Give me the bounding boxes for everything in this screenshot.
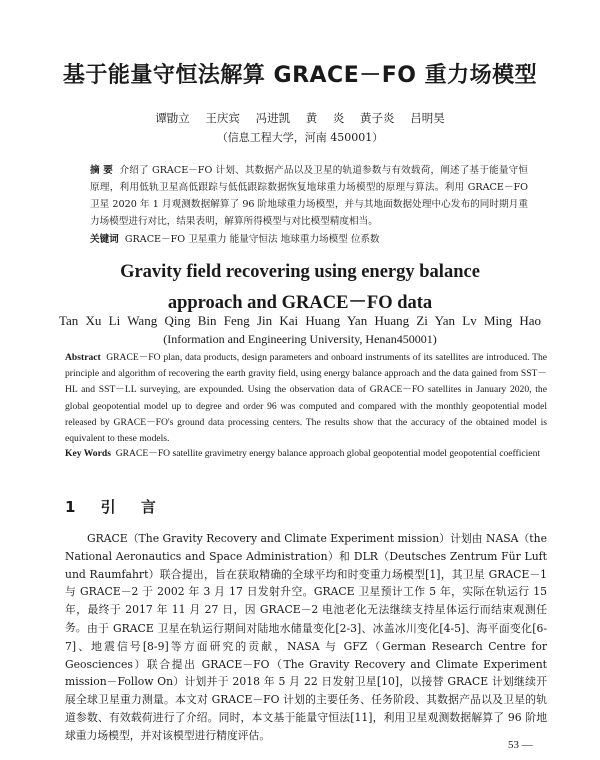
english-keywords-label: Key Words bbox=[65, 448, 111, 459]
chinese-keywords-text: GRACE－FO 卫星重力 能量守恒法 地球重力场模型 位系数 bbox=[124, 234, 380, 245]
chinese-abstract-label: 摘 要 bbox=[90, 165, 114, 176]
english-abstract-label: Abstract bbox=[65, 352, 101, 363]
english-authors: Tan Xu Li Wang Qing Bin Feng Jin Kai Huang Yan Huang Zi Yan Lv Ming Hao bbox=[58, 313, 542, 328]
body-paragraph-2: 由于 GRACE 卫星在轨运行期间对陆地水储量变化[2-3]、冰盖冰川变化[4-5]、海平面变化[6-7]、地震信号[8-9]等方面研究的贡献，NASA 与 GFZ（German Research Centre for Geosciences）联合提出 GRACE－FO（The Gravity Recovery and Climate Experiment mission－Follow On）计划并于 2018 年 5 月 22 日发射卫星[10]，以接替 GRACE 计划继续开展全球卫星重力测量。本文对 GRACE－FO 计划的主要任务、任务阶段、其数据产品以及卫星的轨道参数、有效载荷进行了介绍。同时，本文基于能量守恒法[11]，利用卫星观测数据解算了 96 阶地球重力场模型，并对该模型进行精度评估。 bbox=[65, 622, 547, 742]
english-keywords-text: GRACE－FO satellite gravimetry energy balance approach global geopotential model geopotential coefficient bbox=[115, 448, 541, 459]
chinese-authors: 谭勖立 王庆宾 冯进凯 黄 炎 黄子炎 吕明昊 bbox=[155, 111, 445, 125]
english-title-line2: approach and GRACE－FO data bbox=[167, 293, 433, 313]
body-paragraph-1: GRACE（The Gravity Recovery and Climate Experiment mission）计划由 NASA（the National Aeronautics and Space Administration）和 DLR（Deutsches Zentrum Für Luft und Raumfahrt）联合提出，旨在获取精确的全球平均和时变重力场模型[1]，其卫星 GRACE－1 与 GRACE－2 于 2002 年 3 月 17 日发射升空。GRACE 卫星预计工作 5 年，实际在轨运行 15 年，最终于 2017 年 11 月 27 日，因 GRACE－2 电池老化无法继续支持星体运行而结束观测任务。 bbox=[65, 532, 547, 634]
english-abstract bbox=[65, 350, 547, 447]
section-heading-introduction: 1 引 言 bbox=[65, 498, 166, 516]
english-keywords bbox=[65, 446, 547, 462]
chinese-keywords bbox=[90, 232, 528, 248]
chinese-abstract-text: 介绍了 GRACE－FO 计划、其数据产品以及卫星的轨道参数与有效载荷，阐述了基于能量守恒原理，利用低轨卫星高低跟踪与低低跟踪数据恢复地球重力场模型的原理与算法。利用 GRACE－FO 卫星 2020 年 1 月观测数据解算了 96 阶地球重力场模型，并与其地面数据处理中心发布的同时期月重力场模型进行对比，结果表明，解算所得模型与对比模型精度相当。 bbox=[90, 165, 528, 227]
english-abstract-text: GRACE－FO plan, data products, design parameters and onboard instruments of its satellites are introduced. The principle and algorithm of recovering the earth gravity field, using energy balance approach and the data gained from SST－HL and SST－LL surveying, are expounded. Using the observation data of GRACE－FO satellites in January 2020, the global geopotential model up to degree and order 96 was computed and compared with the monthly geopotential model released by GRACE－FO's ground data processing centers. The results show that the accuracy of the obtained model is equivalent to these models. bbox=[65, 352, 548, 445]
chinese-abstract bbox=[90, 162, 528, 230]
english-title-line1: Gravity field recovering using energy balance bbox=[120, 262, 480, 282]
chinese-title: 基于能量守恒法解算 GRACE－FO 重力场模型 bbox=[62, 63, 538, 88]
chinese-keywords-label: 关键词 bbox=[90, 234, 119, 245]
page-number: 53 — bbox=[508, 739, 533, 751]
english-affiliation: (Information and Engineering University, Henan450001) bbox=[163, 332, 437, 346]
chinese-affiliation: （信息工程大学，河南 450001） bbox=[216, 131, 384, 144]
